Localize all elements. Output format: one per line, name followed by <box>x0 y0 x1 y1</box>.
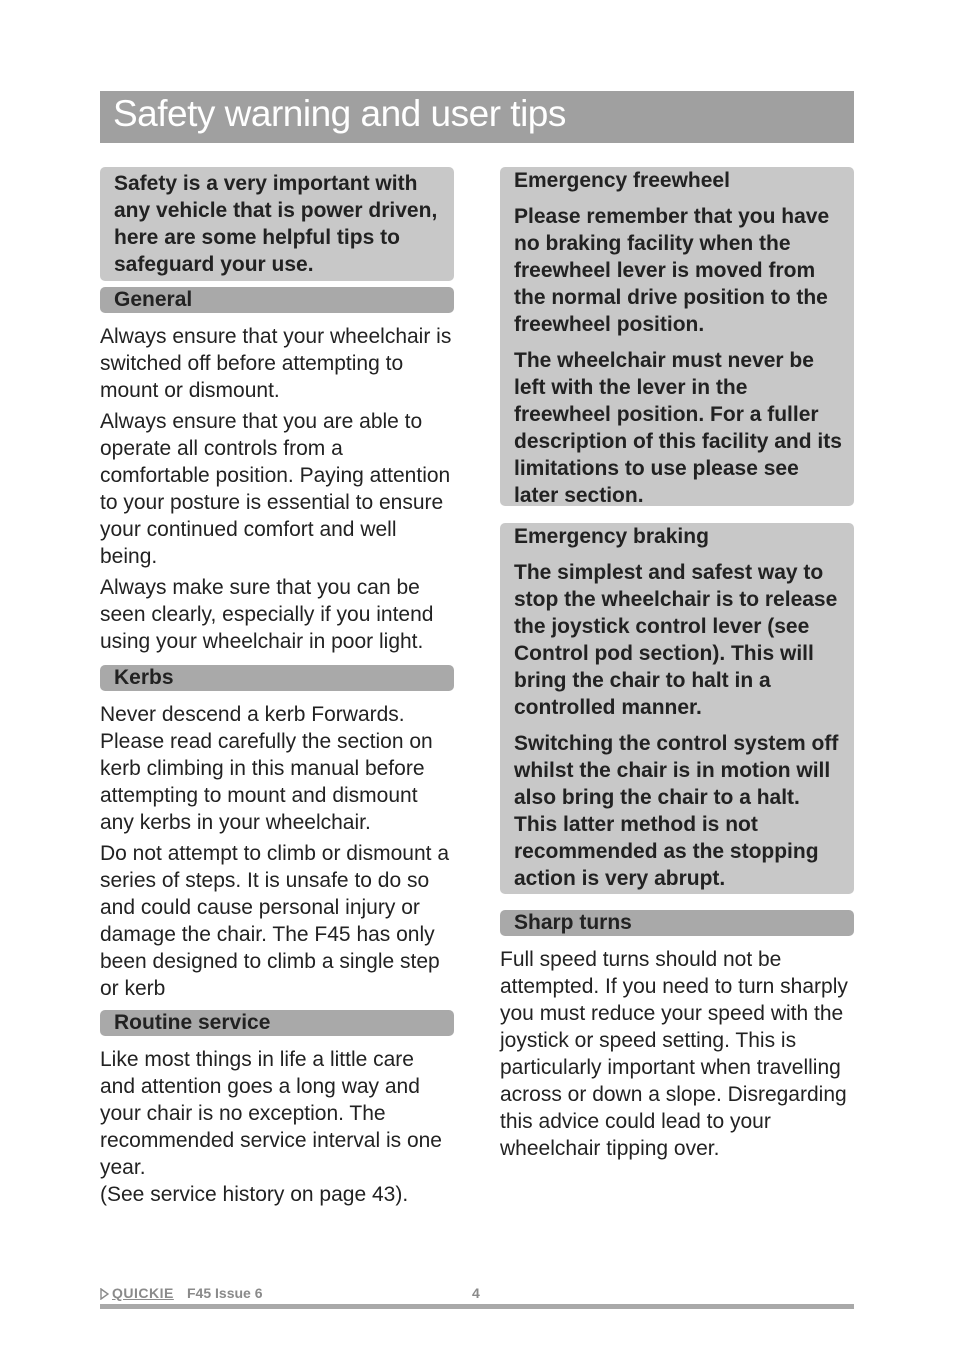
braking-heading: Emergency braking <box>514 525 709 548</box>
kerbs-paragraph-2: Do not attempt to climb or dismount a series of steps. It is unsafe to do so and could cause personal injury or damage the chair. The F45 has only been designed to climb a single step or kerb <box>100 842 449 1000</box>
braking-paragraph-1: The simplest and safest way to stop the wheelchair is to release the joystick control lever (see Control pod section). This will bring the chair to halt in a controlled manner. <box>514 561 838 719</box>
footer-divider <box>100 1304 854 1309</box>
intro-box <box>100 167 454 281</box>
page-number: 4 <box>472 1285 480 1301</box>
intro-text: Safety is a very important with any vehicle that is power driven, here are some helpful tips to safeguard your use. <box>114 172 438 276</box>
general-paragraph-3: Always make sure that you can be seen clearly, especially if you intend using your wheelchair in poor light. <box>100 576 434 653</box>
freewheel-paragraph-1: Please remember that you have no braking facility when the freewheel lever is moved from the normal drive position to the freewheel position. <box>514 205 830 336</box>
braking-paragraph-2: Switching the control system off whilst the chair is in motion will also bring the chair to a halt. This latter method is not recommended as the stopping action is very abrupt. <box>514 732 839 890</box>
freewheel-box <box>500 167 854 506</box>
right-column <box>500 167 854 1162</box>
triangle-logo-icon <box>100 1286 109 1304</box>
braking-box <box>500 523 854 894</box>
routine-paragraph-2: (See service history on page 43). <box>100 1183 409 1206</box>
heading-kerbs: Kerbs <box>100 665 454 691</box>
general-paragraph-1: Always ensure that your wheelchair is switched off before attempting to mount or dismount. <box>100 325 452 402</box>
heading-general: General <box>100 287 454 313</box>
heading-routine-service: Routine service <box>100 1010 454 1036</box>
heading-sharp-turns: Sharp turns <box>500 910 854 936</box>
turns-paragraph-1: Full speed turns should not be attempted. If you need to turn sharply you must reduce your speed with the joystick or speed setting. This is particularly important when travelling across or down a slope. Disregarding this advice could lead to your wheelchair tipping over. <box>500 948 848 1160</box>
routine-paragraph-1: Like most things in life a little care and attention goes a long way and your chair is no exception. The recommended service interval is one year. <box>100 1048 442 1179</box>
page-title: Safety warning and user tips <box>113 93 566 134</box>
brand-logo: QUICKIE <box>112 1285 174 1301</box>
kerbs-paragraph-1: Never descend a kerb Forwards. Please read carefully the section on kerb climbing in this manual before attempting to mount and dismount any kerbs in your wheelchair. <box>100 703 433 834</box>
page-title-bar <box>100 91 854 143</box>
freewheel-heading: Emergency freewheel <box>514 169 730 192</box>
freewheel-paragraph-2: The wheelchair must never be left with the lever in the freewheel position. For a fuller description of this facility and its limitations to use please see later section. <box>514 349 842 507</box>
general-paragraph-2: Always ensure that you are able to operate all controls from a comfortable position. Paying attention to your posture is essential to ensure your continued comfort and well being. <box>100 410 451 568</box>
model-issue: F45 Issue 6 <box>187 1285 263 1301</box>
page-footer <box>100 1284 854 1302</box>
left-column <box>100 167 454 1208</box>
